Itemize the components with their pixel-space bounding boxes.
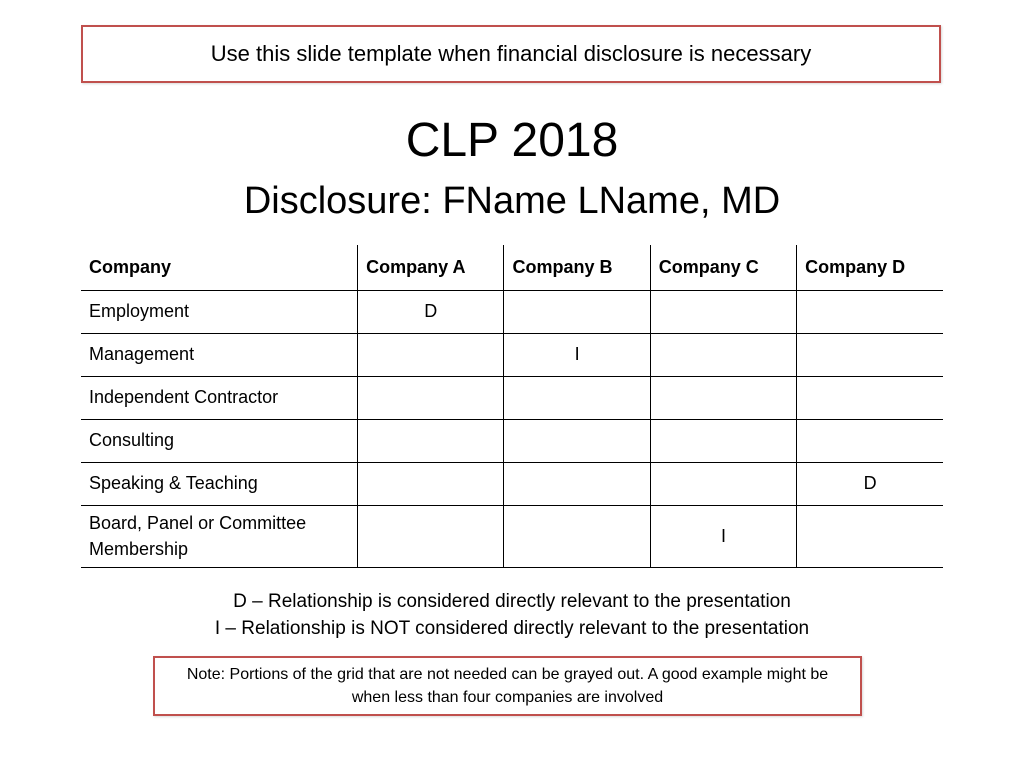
table-cell: D (797, 462, 943, 505)
legend-direct: D – Relationship is considered directly relevant to the presentation (233, 591, 791, 612)
table-row (81, 290, 943, 333)
column-header-company: Company (81, 245, 358, 290)
table-cell (650, 333, 796, 376)
row-label: Independent Contractor (81, 376, 358, 419)
table-cell (797, 333, 943, 376)
row-label: Speaking & Teaching (81, 462, 358, 505)
column-header-company-b: Company B (504, 245, 650, 290)
slide-subtitle: Disclosure: FName LName, MD (243, 180, 781, 222)
column-header-company-c: Company C (650, 245, 796, 290)
table-cell (797, 290, 943, 333)
table-cell (504, 290, 650, 333)
table-cell (650, 419, 796, 462)
legend (0, 588, 1024, 642)
slide-title: CLP 2018 (405, 114, 619, 167)
table-cell (797, 376, 943, 419)
row-label: Board, Panel or Committee Membership (81, 505, 358, 567)
legend-indirect: I – Relationship is NOT considered directly relevant to the presentation (214, 618, 810, 639)
table-row (81, 376, 943, 419)
table-cell (504, 462, 650, 505)
table-cell: I (650, 505, 796, 567)
table-cell (797, 419, 943, 462)
table-cell (504, 376, 650, 419)
table-cell (650, 376, 796, 419)
table-cell (797, 505, 943, 567)
table-cell (358, 419, 504, 462)
table-cell (650, 462, 796, 505)
note-text: Note: Portions of the grid that are not needed can be grayed out. A good example might be when less than four companies are involved (186, 666, 829, 706)
table-cell (358, 462, 504, 505)
table-cell (504, 505, 650, 567)
row-label: Management (81, 333, 358, 376)
column-header-company-d: Company D (797, 245, 943, 290)
table-header-row (81, 245, 943, 290)
template-instruction-banner (81, 25, 941, 83)
disclosure-table (81, 245, 943, 568)
table-row (81, 462, 943, 505)
table-cell (504, 419, 650, 462)
row-label: Consulting (81, 419, 358, 462)
table-cell (650, 290, 796, 333)
table-row (81, 333, 943, 376)
note-box (153, 656, 862, 716)
table-cell (358, 505, 504, 567)
table-cell: I (504, 333, 650, 376)
table-row (81, 419, 943, 462)
table-cell (358, 333, 504, 376)
row-label: Employment (81, 290, 358, 333)
banner-text: Use this slide template when financial disclosure is necessary (210, 41, 812, 66)
column-header-company-a: Company A (358, 245, 504, 290)
table-cell (358, 376, 504, 419)
table-row (81, 505, 943, 567)
table-cell: D (358, 290, 504, 333)
